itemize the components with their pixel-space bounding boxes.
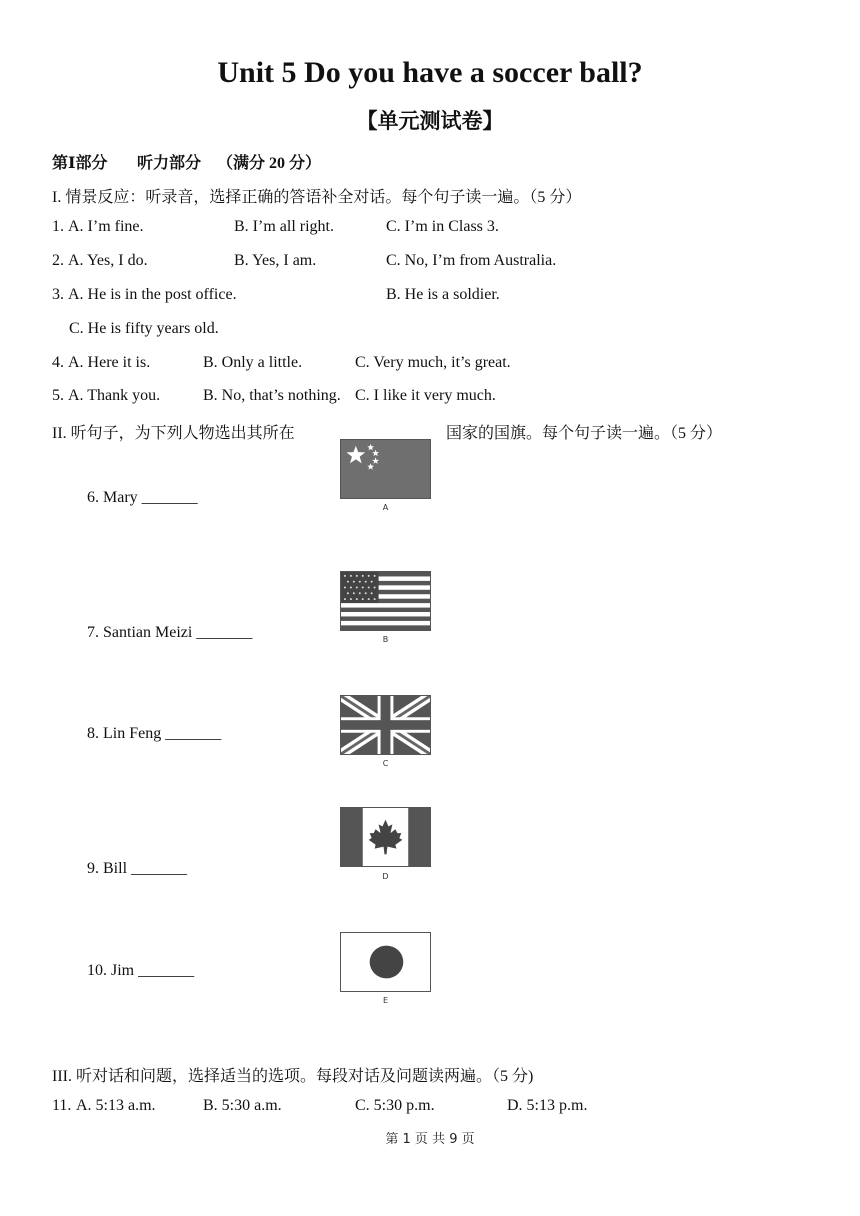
japan-flag-icon xyxy=(340,932,431,992)
page-title: Unit 5 Do you have a soccer ball? xyxy=(217,56,643,89)
question-number: 1. xyxy=(52,218,64,235)
option-c: C. He is fifty years old. xyxy=(69,320,219,337)
question-number: 11. xyxy=(52,1097,72,1114)
item-7-santian-meizi: 7. Santian Meizi _______ xyxy=(87,624,253,641)
flag-a-label: A xyxy=(382,503,389,512)
part-label: 第Ⅰ部分 xyxy=(52,155,108,172)
option-a: A. 5:13 a.m. xyxy=(76,1097,156,1114)
flag-c-label: C xyxy=(382,759,389,768)
question-number: 2. xyxy=(52,252,64,269)
part-name: 听力部分 xyxy=(137,155,202,172)
option-b: B. I’m all right. xyxy=(234,218,334,235)
option-c: C. No, I’m from Australia. xyxy=(386,252,557,269)
question-number: 5. xyxy=(52,387,64,404)
flag-e-label: E xyxy=(382,996,389,1005)
option-a: A. He is in the post office. xyxy=(68,286,237,303)
option-b: B. He is a soldier. xyxy=(386,286,500,303)
item-10-jim: 10. Jim _______ xyxy=(87,962,195,979)
question-number: 4. xyxy=(52,354,64,371)
option-a: A. Yes, I do. xyxy=(68,252,148,269)
option-d: D. 5:13 p.m. xyxy=(507,1097,588,1114)
flag-b-label: B xyxy=(382,635,389,644)
flag-d-label: D xyxy=(382,872,389,881)
option-c: C. 5:30 p.m. xyxy=(355,1097,435,1114)
option-a: A. Here it is. xyxy=(68,354,151,371)
option-b: B. 5:30 a.m. xyxy=(203,1097,282,1114)
option-c: C. I’m in Class 3. xyxy=(386,218,499,235)
item-9-bill: 9. Bill _______ xyxy=(87,860,188,877)
item-6-mary: 6. Mary _______ xyxy=(87,489,198,506)
question-number: 3. xyxy=(52,286,64,303)
canada-flag-icon xyxy=(340,807,431,867)
usa-flag-icon xyxy=(340,571,431,631)
china-flag-icon xyxy=(340,439,431,499)
section-1-heading: I. 情景反应：听录音，选择正确的答语补全对话。每个句子读一遍。（5 分） xyxy=(52,189,582,206)
option-b: B. Only a little. xyxy=(203,354,303,371)
option-b: B. Yes, I am. xyxy=(234,252,317,269)
item-8-lin-feng: 8. Lin Feng _______ xyxy=(87,725,222,742)
option-b: B. No, that’s nothing. xyxy=(203,387,341,404)
part-score: （满分 20 分） xyxy=(217,155,322,172)
section-3-heading: III. 听对话和问题，选择适当的选项。每段对话及问题读两遍。（5 分) xyxy=(52,1068,534,1085)
option-a: A. I’m fine. xyxy=(68,218,144,235)
option-c: C. I like it very much. xyxy=(355,387,496,404)
uk-flag-icon xyxy=(340,695,431,755)
page-footer: 第 1 页 共 9 页 xyxy=(385,1132,475,1147)
page-subtitle: 【单元测试卷】 xyxy=(356,109,504,133)
section-2-heading-left: II. 听句子，为下列人物选出其所在 xyxy=(52,425,295,442)
option-c: C. Very much, it’s great. xyxy=(355,354,511,371)
section-2-heading-right: 国家的国旗。每个句子读一遍。（5 分） xyxy=(446,425,723,442)
option-a: A. Thank you. xyxy=(68,387,161,404)
